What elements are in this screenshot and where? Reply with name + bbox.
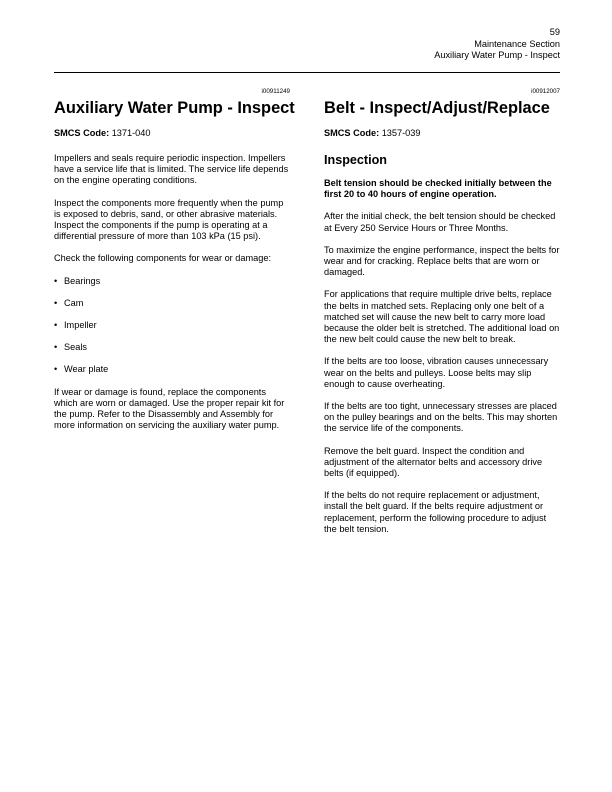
right-title: Belt - Inspect/Adjust/Replace bbox=[324, 99, 550, 117]
list-item-label: Cam bbox=[64, 297, 84, 308]
left-column bbox=[54, 88, 295, 442]
list-item: • Seals bbox=[54, 342, 87, 353]
right-paragraph: If the belts are too loose, vibration causes unnecessary wear on the belts and pulleys. Loose belts may slip enough to cause overheating. bbox=[324, 356, 549, 389]
section-topic: Auxiliary Water Pump - Inspect bbox=[434, 50, 560, 60]
list-item-label: Seals bbox=[64, 342, 87, 353]
section-name: Maintenance Section bbox=[474, 38, 560, 49]
left-doc-id: i00911249 bbox=[261, 88, 290, 95]
page-header bbox=[434, 27, 560, 62]
list-item: • Wear plate bbox=[54, 364, 109, 375]
left-paragraph: Impellers and seals require periodic inspection. Impellers have a service life that is limited. The service life depends on the engine operating conditions. bbox=[54, 153, 289, 186]
right-paragraph: For applications that require multiple drive belts, replace the belts in matched sets. Replacing only one belt of a matched set will cause the new belt to carry more load because the older belt is stretched. The additional load on the new belt could cause the new belt to break. bbox=[324, 289, 560, 345]
left-smcs-value: 1371-040 bbox=[111, 128, 151, 138]
left-smcs-label: SMCS Code: bbox=[54, 128, 110, 138]
left-closing-paragraph: If wear or damage is found, replace the components which are worn or damaged. Use the proper repair kit for the pump. Refer to the Disassembly and Assembly for more information on servicing the auxiliary water pump. bbox=[54, 386, 285, 431]
list-item-label: Bearings bbox=[64, 275, 101, 286]
right-paragraph: Remove the belt guard. Inspect the condition and adjustment of the alternator belts and accessory drive belts (if equipped). bbox=[324, 445, 543, 479]
list-item: • Cam bbox=[54, 297, 84, 308]
right-smcs-code bbox=[324, 128, 560, 139]
left-paragraph: Inspect the components more frequently when the pump is exposed to debris, sand, or other abrasive materials. Inspect the components if the pump is operating at a differential pressure of more than 103 kPa (15 psi). bbox=[54, 197, 284, 242]
header-divider bbox=[54, 72, 560, 73]
left-paragraph: Check the following components for wear or damage: bbox=[54, 253, 272, 264]
right-smcs-value: 1357-039 bbox=[381, 128, 421, 138]
right-column bbox=[324, 88, 560, 546]
right-smcs-label: SMCS Code: bbox=[324, 128, 380, 138]
right-paragraph: To maximize the engine performance, inspect the belts for wear and for cracking. Replace belts that are worn or damaged. bbox=[324, 244, 560, 278]
belt-tension-note: Belt tension should be checked initially between the first 20 to 40 hours of engine operation. bbox=[324, 178, 552, 200]
list-item-label: Impeller bbox=[64, 320, 97, 331]
inspection-heading: Inspection bbox=[324, 153, 387, 167]
list-item: • Bearings bbox=[54, 275, 101, 286]
left-smcs-code bbox=[54, 128, 290, 139]
right-paragraph: After the initial check, the belt tension should be checked at Every 250 Service Hours or Three Months. bbox=[324, 211, 556, 233]
list-item-label: Wear plate bbox=[64, 364, 109, 375]
page-number: 59 bbox=[549, 27, 560, 37]
right-doc-id: i00912007 bbox=[531, 88, 560, 95]
left-title: Auxiliary Water Pump - Inspect bbox=[54, 99, 295, 117]
right-paragraph: If the belts are too tight, unnecessary stresses are placed on the pulley bearings and on the belts. This may shorten the service life of the components. bbox=[324, 401, 558, 434]
right-paragraph: If the belts do not require replacement or adjustment, install the belt guard. If the belts require adjustment or replacement, perform the following procedure to adjust the belt tension. bbox=[324, 490, 547, 534]
component-list bbox=[54, 276, 290, 376]
list-item: • Impeller bbox=[54, 320, 97, 331]
